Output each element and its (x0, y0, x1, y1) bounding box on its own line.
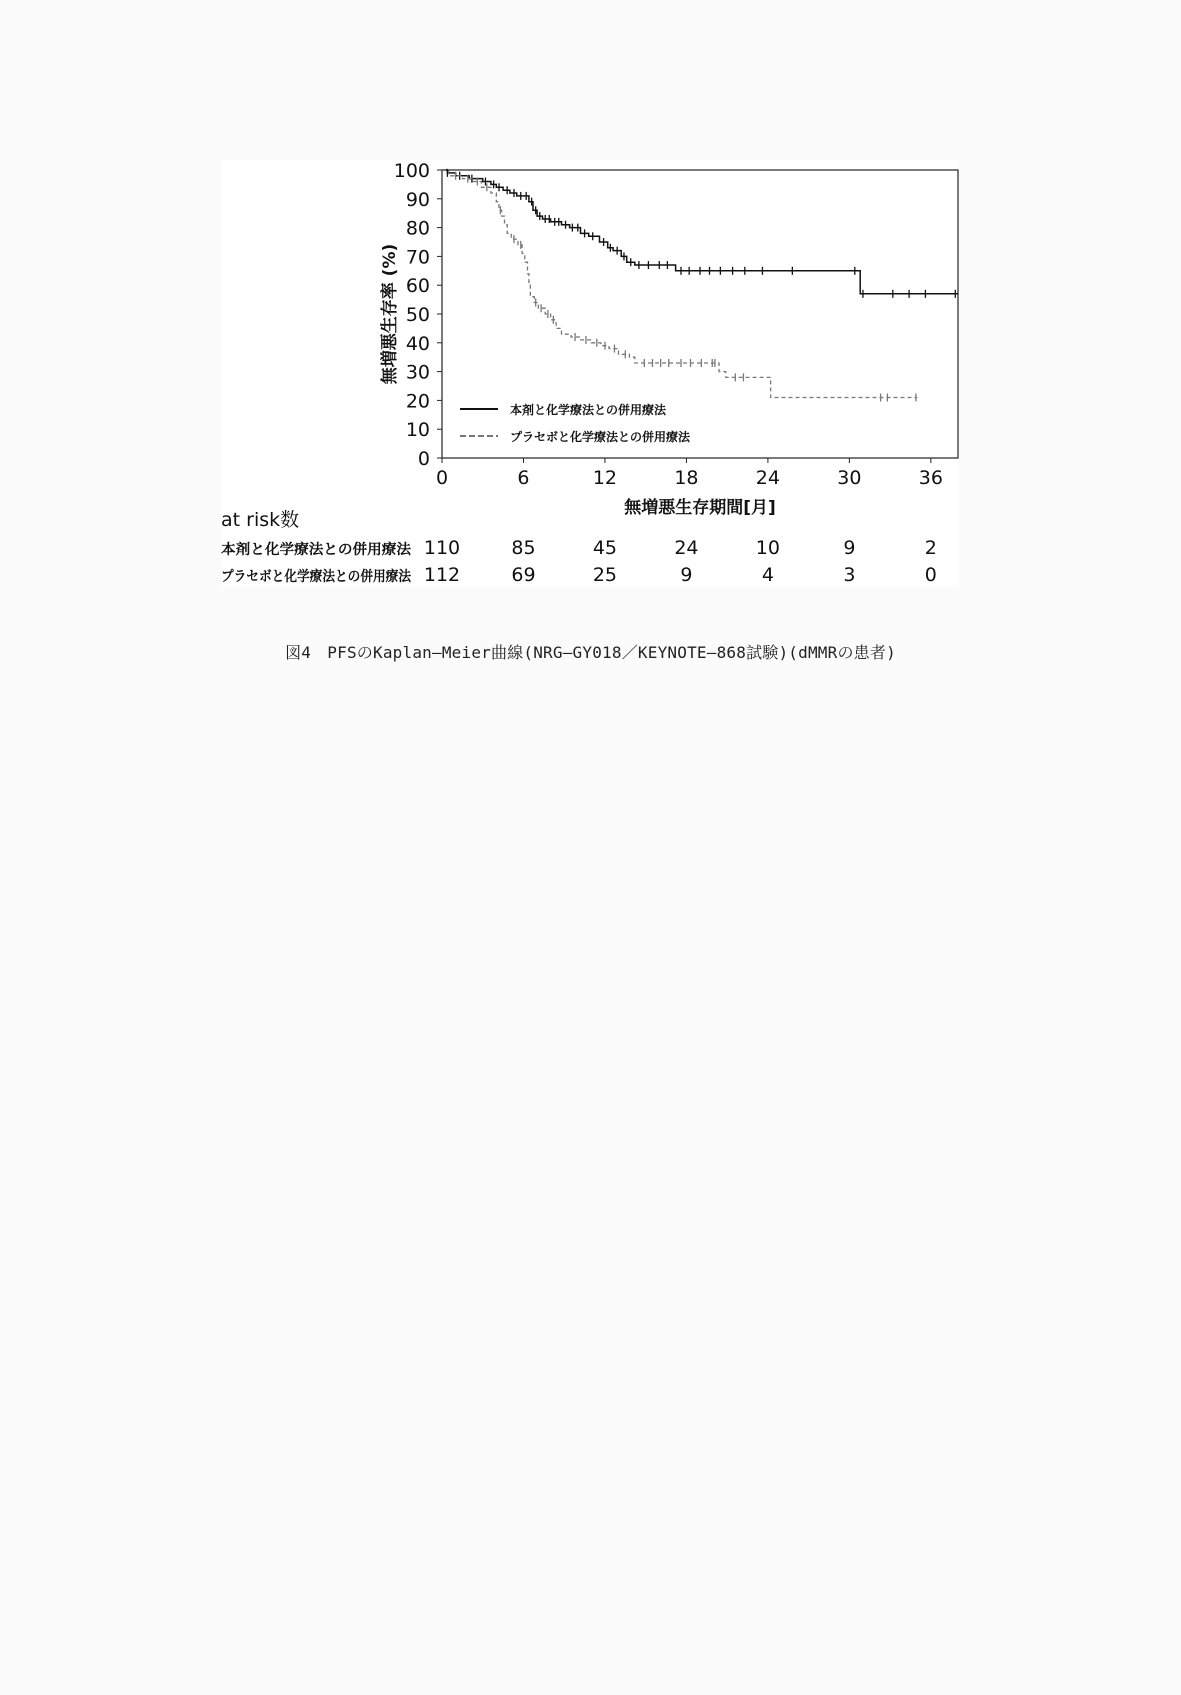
at-risk-count: 85 (511, 537, 536, 559)
at-risk-count: 3 (843, 564, 856, 586)
legend-label-1: 本剤と化学療法との併用療法 (510, 403, 667, 417)
y-axis-label: 無増悪生存率 (%) (380, 243, 400, 385)
figure-panel (221, 160, 959, 587)
at-risk-title: at risk数 (221, 509, 300, 531)
y-tick-label: 80 (405, 217, 430, 240)
at-risk-count: 9 (843, 537, 856, 559)
at-risk-count: 2 (924, 537, 937, 559)
at-risk-count: 9 (680, 564, 693, 586)
at-risk-row-label-1: 本剤と化学療法との併用療法 (221, 542, 403, 558)
series-line-2 (442, 170, 917, 398)
at-risk-count: 24 (674, 537, 699, 559)
x-tick-label: 0 (435, 467, 449, 489)
x-tick-label: 30 (837, 467, 862, 489)
y-tick-label: 90 (405, 188, 430, 211)
at-risk-count: 110 (423, 537, 461, 559)
x-tick-label: 18 (674, 467, 699, 489)
y-tick-label: 30 (405, 361, 430, 384)
y-tick-label: 70 (405, 246, 430, 269)
at-risk-count: 25 (592, 564, 618, 586)
x-tick-label: 6 (517, 467, 530, 489)
at-risk-row-label-2: プラセボと化学療法との併用療法 (221, 569, 431, 585)
series-line-1 (442, 170, 958, 294)
y-tick-label: 60 (405, 275, 430, 298)
y-tick-label: 100 (393, 160, 430, 182)
at-risk-count: 69 (511, 564, 536, 586)
x-axis-label: 無増悪生存期間[月] (624, 498, 776, 518)
km-chart (221, 160, 959, 587)
y-tick-label: 0 (417, 448, 430, 470)
x-tick-label: 24 (755, 467, 780, 489)
at-risk-count: 10 (755, 537, 780, 559)
at-risk-count: 0 (924, 564, 937, 586)
y-tick-label: 10 (405, 419, 430, 442)
at-risk-count: 112 (423, 564, 461, 586)
at-risk-count: 45 (592, 537, 618, 559)
y-tick-label: 20 (405, 390, 430, 413)
y-tick-label: 40 (405, 332, 430, 355)
x-tick-label: 36 (918, 467, 943, 489)
at-risk-count: 4 (761, 564, 774, 586)
x-tick-label: 12 (592, 467, 618, 489)
legend-label-2: プラセボと化学療法との併用療法 (510, 430, 691, 444)
figure-caption: 図4 PFSのKaplan―Meier曲線(NRG―GY018／KEYNOTE―868試験)(dMMRの患者) (285, 643, 896, 662)
y-tick-label: 50 (405, 304, 430, 326)
